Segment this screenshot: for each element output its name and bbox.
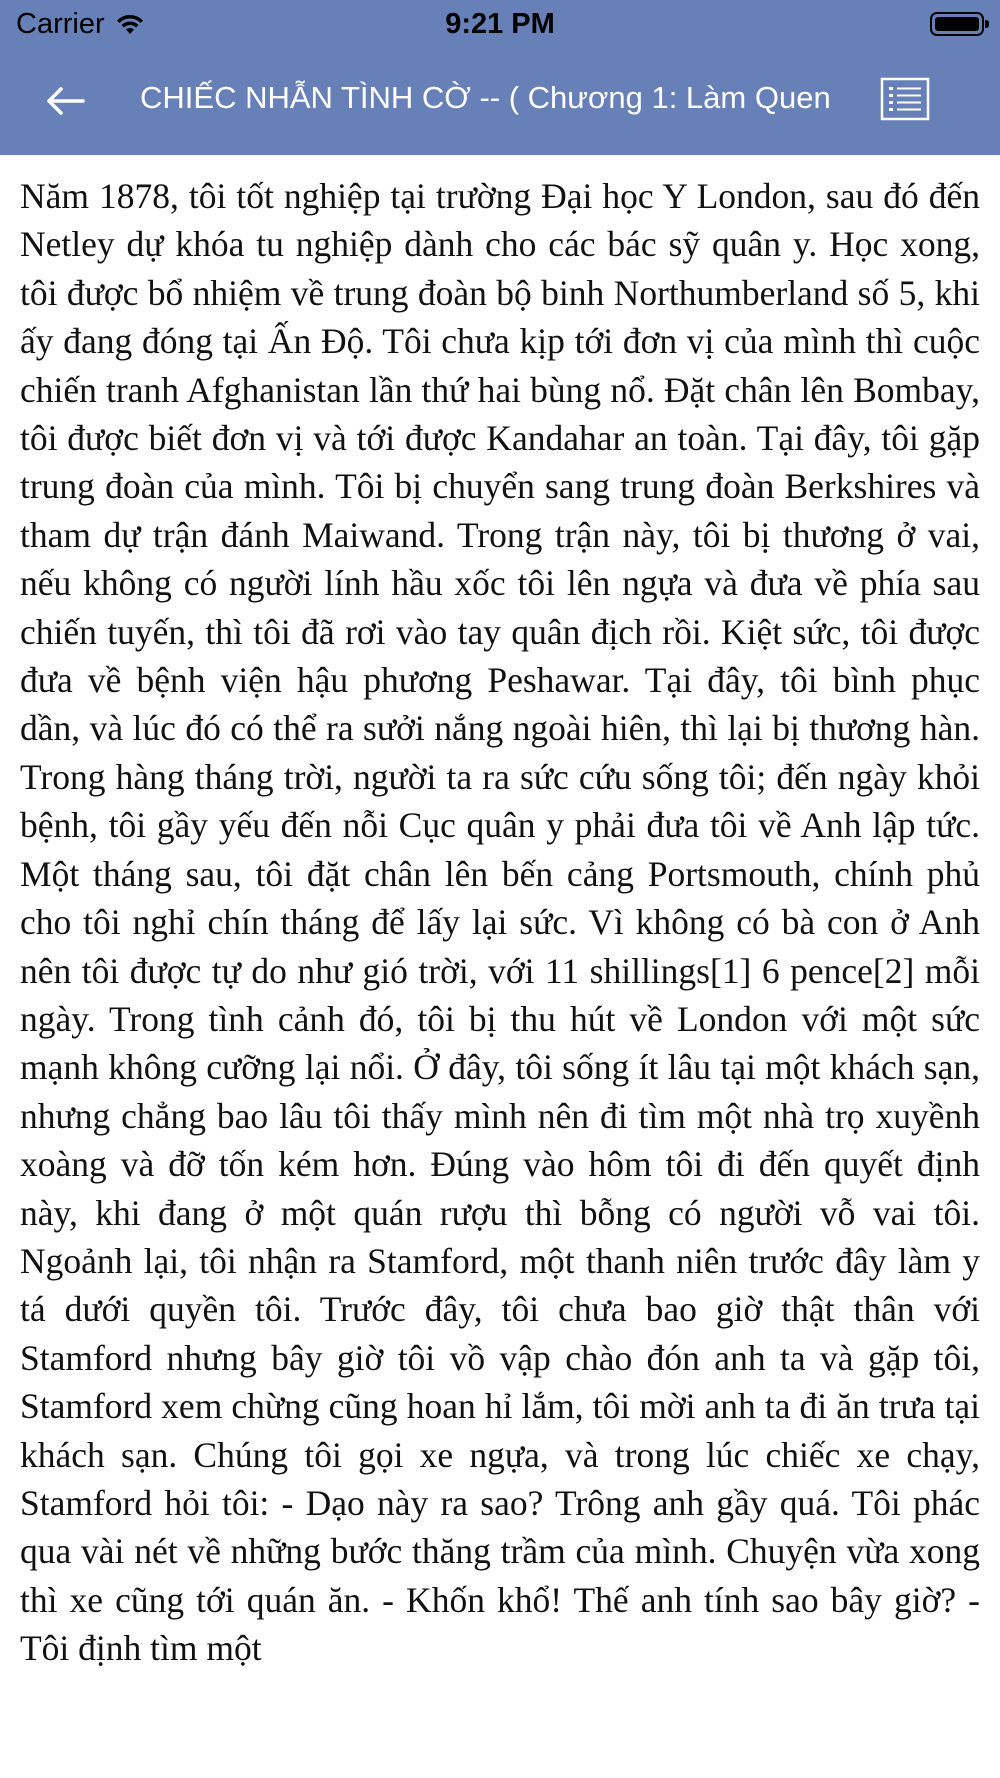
app-header bbox=[0, 0, 1000, 155]
table-of-contents-button[interactable] bbox=[880, 77, 936, 125]
status-bar bbox=[0, 0, 1000, 50]
chapter-text: Năm 1878, tôi tốt nghiệp tại trường Đại học Y London, sau đó đến Netley dự khóa tu nghiệp dành cho các bác sỹ quân y. Học xong, tôi được bổ nhiệm về trung đoàn bộ binh Northumberland số 5, khi ấy đang đóng tại Ấn Độ. Tôi chưa kịp tới đơn vị của mình thì cuộc chiến tranh Afghanistan lần thứ hai bùng nổ. Đặt chân lên Bombay, tôi được biết đơn vị và tới được Kandahar an toàn. Tại đây, tôi gặp trung đoàn của mình. Tôi bị chuyển sang trung đoàn Berkshires và tham dự trận đánh Maiwand. Trong trận này, tôi bị thương ở vai, nếu không có người lính hầu xốc tôi lên ngựa và đưa về phía sau chiến tuyến, thì tôi đã rơi vào tay quân địch rồi. Kiệt sức, tôi được đưa về bệnh viện hậu phương Peshawar. Tại đây, tôi bình phục dần, và lúc đó có thể ra sưởi nắng ngoài hiên, thì lại bị thương hàn. Trong hàng tháng trời, người ta ra sức cứu sống tôi; đến ngày khỏi bệnh, tôi gầy yếu đến nỗi Cục quân y phải đưa tôi về Anh lập tức. Một tháng sau, tôi đặt chân lên bến cảng Portsmouth, chính phủ cho tôi nghỉ chín tháng để lấy lại sức. Vì không có bà con ở Anh nên tôi được tự do như gió trời, với 11 shillings[1] 6 pence[2] mỗi ngày. Trong tình cảnh đó, tôi bị thu hút về London với một sức mạnh không cưỡng lại nổi. Ở đây, tôi sống ít lâu tại một khách sạn, nhưng chẳng bao lâu tôi thấy mình nên đi tìm một nhà trọ xuyềnh xoàng và đỡ tốn kém hơn. Đúng vào hôm tôi đi đến quyết định này, khi đang ở một quán rượu thì bỗng có người vỗ vai tôi. Ngoảnh lại, tôi nhận ra Stamford, một thanh niên trước đây làm y tá dưới quyền tôi. Trước đây, tôi chưa bao giờ thật thân với Stamford nhưng bây giờ tôi vồ vập chào đón anh ta và gặp tôi, Stamford xem chừng cũng hoan hỉ lắm, tôi mời anh ta đi ăn trưa tại khách sạn. Chúng tôi gọi xe ngựa, và trong lúc chiếc xe chạy, Stamford hỏi tôi: - Dạo này ra sao? Trông anh gầy quá. Tôi phác qua vài nét về những bước thăng trầm của mình. Chuyện vừa xong thì xe cũng tới quán ăn. - Khốn khổ! Thế anh tính sao bây giờ? - Tôi định tìm một bbox=[20, 176, 980, 1669]
battery-icon bbox=[930, 12, 984, 36]
carrier-label: Carrier bbox=[16, 8, 105, 40]
chapter-title: CHIẾC NHẪN TÌNH CỜ -- ( Chương 1: Làm Quen bbox=[140, 80, 831, 115]
list-icon bbox=[880, 77, 930, 121]
navigation-bar bbox=[0, 50, 1000, 155]
arrow-left-icon bbox=[45, 86, 85, 116]
back-button[interactable] bbox=[30, 70, 100, 132]
status-time: 9:21 PM bbox=[445, 8, 555, 40]
